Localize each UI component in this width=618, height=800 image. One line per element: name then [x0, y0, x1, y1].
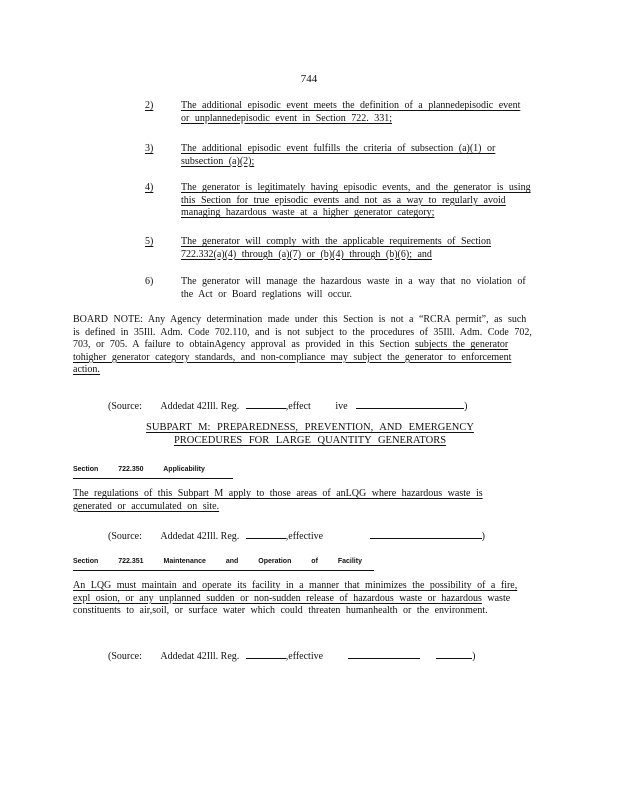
item-number: 2) — [145, 100, 154, 111]
section-title-part: Operation — [258, 558, 292, 565]
section-number: 722.351 — [118, 558, 144, 565]
section-title-part: Maintenance — [163, 558, 206, 565]
source-text: Addedat 42Ill. Reg. — [160, 531, 240, 542]
section-title: Applicability — [163, 466, 205, 473]
source-label: (Source: — [108, 401, 142, 412]
section-heading — [73, 464, 233, 479]
source-label: (Source: — [108, 531, 142, 542]
blank-line — [356, 398, 464, 409]
section-label: Section — [73, 558, 99, 565]
source-effective: ,effective — [285, 651, 324, 662]
item-number: 5) — [145, 236, 154, 247]
blank-line — [436, 648, 472, 659]
blank-line — [370, 528, 482, 539]
source-note — [108, 648, 475, 664]
blank-line — [246, 528, 286, 539]
section-number: 722.350 — [118, 466, 144, 473]
item-text: The generator is legitimately having episodic events, and the generator is using this Section for true episodic events and not as a way to regularly avoid managing hazardous waste at a higher generator category; — [181, 182, 531, 218]
item-text: The generator will comply with the applicable requirements of Section 722.332(a)(4) through (a)(7) or (b)(4) through (b)(6); and — [181, 236, 491, 260]
paragraph-text: waste constituents to air,soil, or surface water which could threaten humanhealth or the environment. — [73, 592, 511, 616]
source-close: ) — [481, 531, 485, 542]
item-text: The generator will manage the hazardous waste in a way that no violation of the Act or Board reglations will occur. — [181, 276, 526, 300]
item-number: 6) — [145, 276, 154, 287]
source-label: (Source: — [108, 651, 142, 662]
blank-line — [348, 648, 420, 659]
section-heading — [73, 556, 374, 571]
item-number: 3) — [145, 143, 154, 154]
source-effective: ,effective — [285, 531, 324, 542]
source-effective: ,effect — [285, 401, 311, 412]
source-close: ) — [472, 651, 476, 662]
section-label: Section — [73, 466, 99, 473]
section-title-part: Facility — [337, 558, 362, 565]
source-text: Addedat 42Ill. Reg. — [160, 651, 240, 662]
source-effective-suffix: ive — [335, 401, 348, 412]
section-paragraph: The regulations of this Subpart M apply to those areas of anLQG where hazardous waste is generated or accumulated on site. — [73, 488, 483, 512]
source-close: ) — [464, 401, 468, 412]
section-title-part: of — [311, 558, 318, 565]
source-text: Addedat 42Ill. Reg. — [160, 401, 240, 412]
board-note-underlined: subjects the generator tohigher generator category standards, and non-compliance may subject the generator to enforcement action. — [73, 339, 512, 375]
blank-line — [246, 648, 286, 659]
section-title-part: and — [225, 558, 239, 565]
blank-line — [246, 398, 286, 409]
paragraph-underlined: An LQG must maintain and operate its facility in a manner that minimizes the possibility of a fire, expl osion, or any unplanned sudden or non-sudden release of hazardous waste or hazardous — [73, 580, 518, 604]
subpart-title: SUBPART M: PREPAREDNESS, PREVENTION, AND EMERGENCY PROCEDURES FOR LARGE QUANTITY GENERATORS — [146, 422, 474, 446]
section-paragraph — [73, 580, 531, 618]
board-note-text: BOARD NOTE: Any Agency determination made under this Section is not a “RCRA permit”, as such is defined in 35Ill. Adm. Code 702.110, and is not subject to the procedures of 35Ill. Adm. Code 702, 703, or 705. A failure to obtainAgency approval as provided in this Section — [73, 314, 532, 350]
page-number: 744 — [300, 73, 318, 85]
board-note — [73, 314, 533, 377]
source-note — [108, 528, 485, 544]
item-text: The additional episodic event fulfills the criteria of subsection (a)(1) or subsection (a)(2); — [181, 143, 496, 167]
item-number: 4) — [145, 182, 154, 193]
source-note — [108, 398, 467, 414]
item-text: The additional episodic event meets the definition of a plannedepisodic event or unplannedepisodic event in Section 722. 331; — [181, 100, 521, 124]
